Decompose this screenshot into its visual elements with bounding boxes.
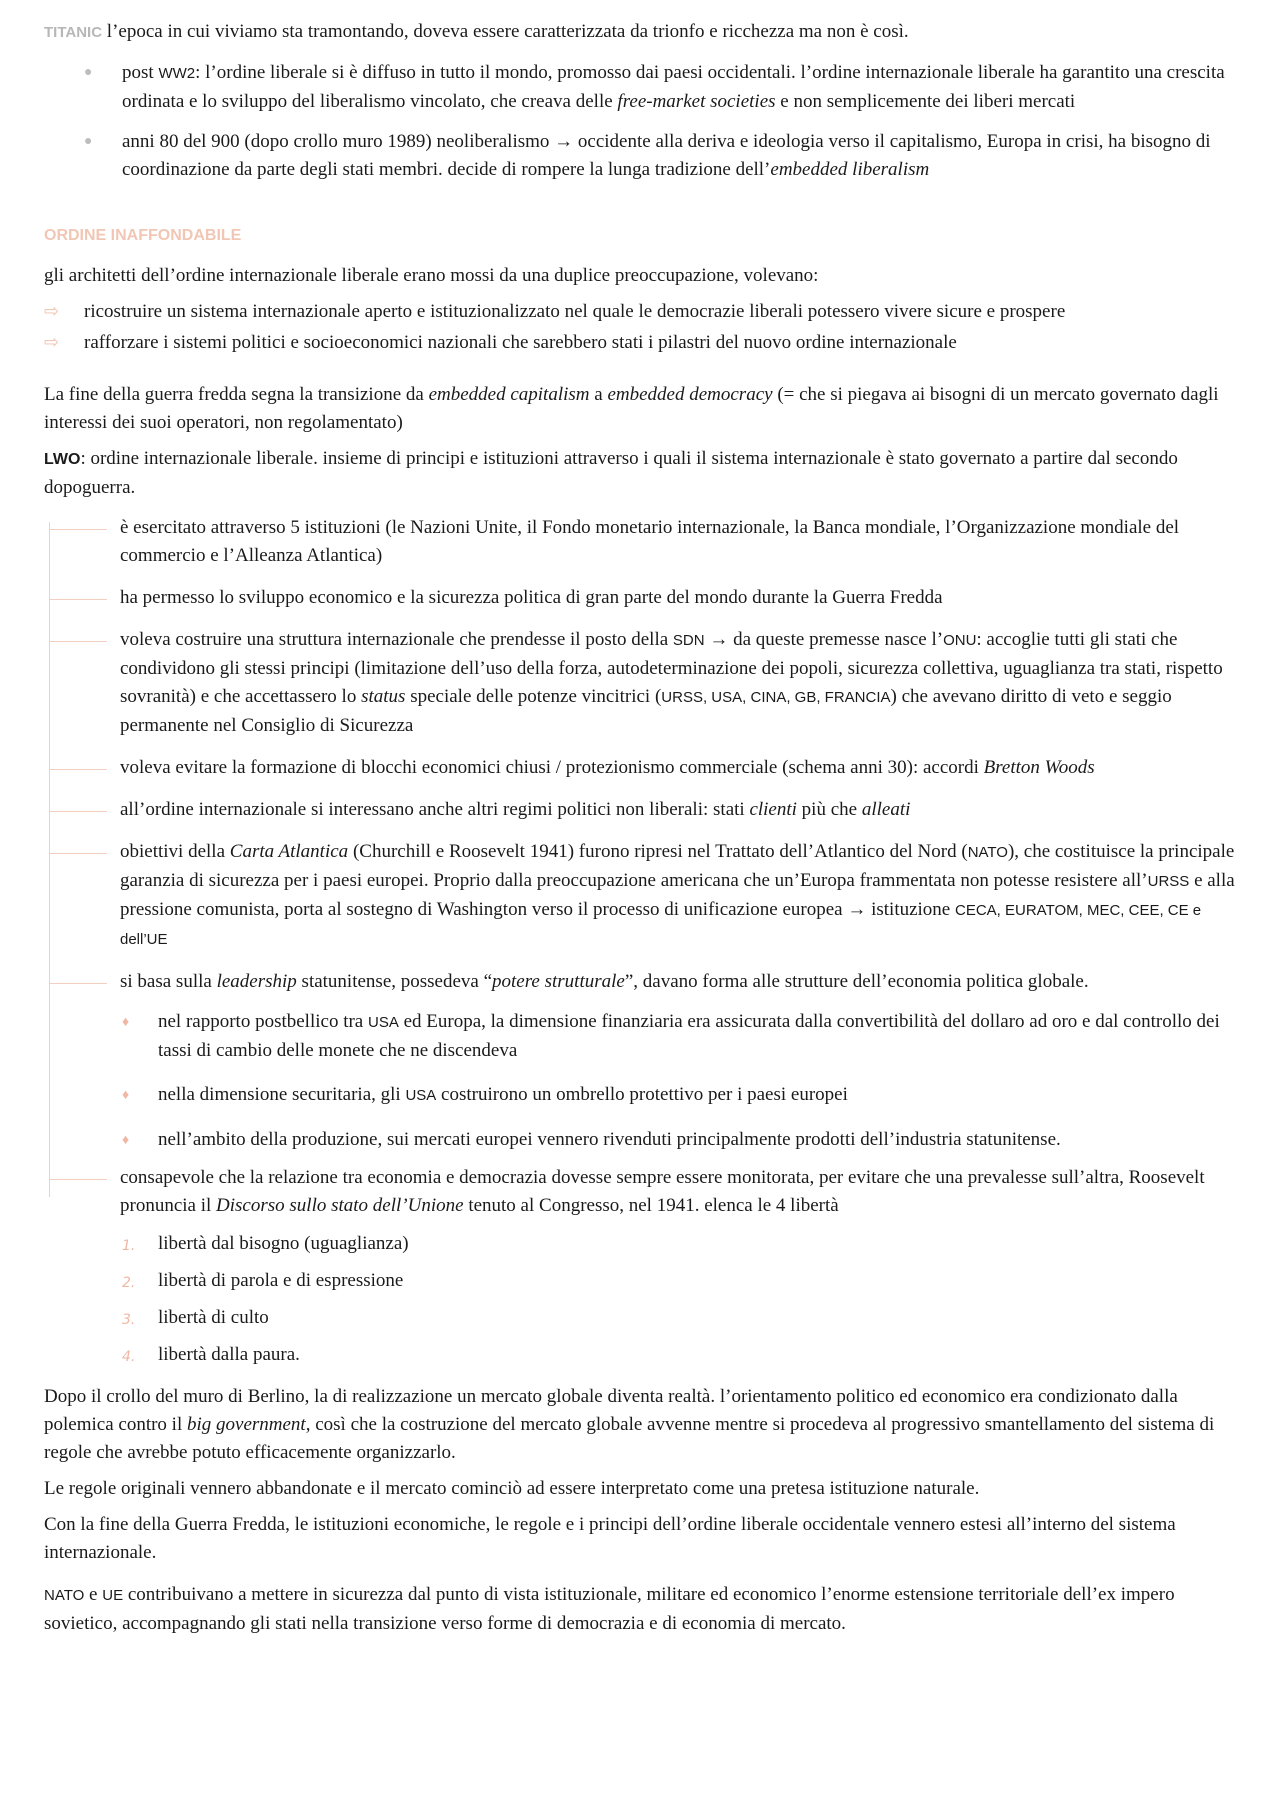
lwo-label: LWO <box>44 451 81 468</box>
document-page <box>44 18 1240 1638</box>
intro-text: l’epoca in cui viviamo sta tramontando, doveva essere caratterizzata da trionfo e ricchezza ma non è così. <box>106 21 909 42</box>
list-item: ● post WW2: l’ordine liberale si è diffuso in tutto il mondo, promosso dai paesi occidentali. l’ordine internazionale liberale ha garantito una crescita ordinata e lo sviluppo del liberalismo vincolato, che creava delle free-market societies e non semplicemente dei liberi mercati <box>44 59 1240 116</box>
tree-item: voleva evitare la formazione di blocchi economici chiusi / protezionismo commerciale (schema anni 30): accordi Bretton Woods <box>120 754 1240 782</box>
list-item: 2. libertà di parola e di espressione <box>122 1270 404 1291</box>
closing-paragraph-4: NATO e UE contribuivano a mettere in sicurezza dal punto di vista istituzionale, militare ed economico l’enorme estensione territoriale dell’ex impero sovietico, accompagnando gli stati nella transizione verso forme di democrazia e di economia di mercato. <box>44 1584 1175 1634</box>
list-item: 4. libertà dalla paura. <box>122 1344 300 1365</box>
cold-war-paragraph: La fine della guerra fredda segna la transizione da embedded capitalism a embedded democracy (= che si piegava ai bisogni di un mercato governato dagli interessi dei suoi operatori, non regolamentato) <box>44 384 1219 433</box>
list-item: ♦ nell’ambito della produzione, sui mercati europei vennero rivenduti principalmente prodotti dell’industria statunitense. <box>120 1126 1240 1154</box>
double-arrow-icon: ⇨ <box>44 332 60 353</box>
freedoms-list <box>120 1230 1240 1369</box>
list-item: ● anni 80 del 900 (dopo crollo muro 1989) neoliberalismo → occidente alla deriva e ideologia verso il capitalismo, Europa in crisi, ha bisogno di coordinazione da parte degli stati membri. decide di rompere la lunga tradizione dell’embedded liberalism <box>44 128 1240 184</box>
list-item: 3. libertà di culto <box>122 1307 269 1328</box>
intro-bullet-list <box>44 59 1240 184</box>
tree-item: consapevole che la relazione tra economia e democrazia dovesse sempre essere monitorata, per evitare che una prevalesse sull’altra, Roosevelt pronuncia il Discorso sullo stato dell’Unione tenuto al Congresso, nel 1941. elenca le 4 libertà 1. libertà dal bisogno (uguaglianza) 2. libertà di parola e di espressione 3. libertà di culto 4. libertà dalla paura. <box>120 1164 1240 1369</box>
diamond-bullet-icon: ♦ <box>122 1133 130 1148</box>
closing-paragraph-3: Con la fine della Guerra Fredda, le istituzioni economiche, le regole e i principi dell’ordine liberale occidentale vennero estesi all’interno del sistema internazionale. <box>44 1514 1176 1563</box>
bullet-dot-icon: ● <box>84 134 93 149</box>
tree-item: è esercitato attraverso 5 istituzioni (le Nazioni Unite, il Fondo monetario internazionale, la Banca mondiale, l’Organizzazione mondiale del commercio e l’Alleanza Atlantica) <box>120 514 1240 570</box>
tree-item: all’ordine internazionale si interessano anche altri regimi politici non liberali: stati clienti più che alleati <box>120 796 1240 824</box>
titanic-label: TITANIC <box>44 24 103 41</box>
closing-paragraph-2: Le regole originali vennero abbandonate e il mercato cominciò ad essere interpretato come una pretesa istituzione naturale. <box>44 1478 980 1499</box>
tree-item: voleva costruire una struttura internazionale che prendesse il posto della SDN → da queste premesse nasce l’ONU: accoglie tutti gli stati che condividono gli stessi principi (limitazione dell’uso della forza, autodeterminazione dei popoli, sicurezza collettiva, uguaglianza tra stati, rispetto sovranità) e che accettassero lo status speciale delle potenze vincitrici (URSS, USA, CINA, GB, FRANCIA) che avevano diritto di veto e seggio permanente nel Consiglio di Sicurezza <box>120 626 1240 740</box>
lwo-tree <box>44 514 1240 1369</box>
tree-item: ha permesso lo sviluppo economico e la sicurezza politica di gran parte del mondo durante la Guerra Fredda <box>120 584 1240 612</box>
double-arrow-icon: ⇨ <box>44 301 60 322</box>
list-item: ♦ nella dimensione securitaria, gli USA costruirono un ombrello protettivo per i paesi europei <box>120 1081 1240 1110</box>
diamond-bullet-icon: ♦ <box>122 1088 130 1103</box>
structural-power-list <box>120 1008 1240 1154</box>
diamond-bullet-icon: ♦ <box>122 1015 130 1030</box>
bullet-dot-icon: ● <box>84 65 93 80</box>
section-title: ORDINE INAFFONDABILE <box>44 227 242 244</box>
lwo-paragraph: LWO: ordine internazionale liberale. insieme di principi e istituzioni attraverso i quali il sistema internazionale è stato governato a partire dal secondo dopoguerra. <box>44 448 1178 498</box>
list-item: ⇨ rafforzare i sistemi politici e socioeconomici nazionali che sarebbero stati i pilastri del nuovo ordine internazionale <box>44 329 1240 357</box>
closing-paragraph-1: Dopo il crollo del muro di Berlino, la di realizzazione un mercato globale diventa realtà. l’orientamento politico ed economico era condizionato dalla polemica contro il big government, così che la costruzione del mercato globale avvenne mentre si procedeva al progressivo smantellamento del sistema di regole che avrebbe potuto efficacemente organizzarlo. <box>44 1386 1215 1463</box>
list-item: 1. libertà dal bisogno (uguaglianza) <box>122 1233 409 1254</box>
list-item: ⇨ ricostruire un sistema internazionale aperto e istituzionalizzato nel quale le democrazie liberali potessero vivere sicure e prospere <box>44 298 1240 326</box>
architects-list <box>44 298 1240 357</box>
architects-intro: gli architetti dell’ordine internazionale liberale erano mossi da una duplice preoccupazione, volevano: <box>44 265 819 286</box>
tree-item: obiettivi della Carta Atlantica (Churchill e Roosevelt 1941) furono ripresi nel Trattato dell’Atlantico del Nord (NATO), che costituisce la principale garanzia di sicurezza per i paesi europei. Proprio dalla preoccupazione americana che un’Europa frammentata non potesse resistere all’URSS e alla pressione comunista, porta al sostegno di Washington verso il processo di unificazione europea → istituzione CECA, EURATOM, MEC, CEE, CE e dell’UE <box>120 838 1240 954</box>
intro-paragraph <box>44 18 1240 47</box>
tree-item: si basa sulla leadership statunitense, possedeva “potere strutturale”, davano forma alle strutture dell’economia politica globale. ♦ nel rapporto postbellico tra USA ed Europa, la dimensione finanziaria era assicurata dalla convertibilità del dollaro ad oro e dal controllo dei tassi di cambio delle monete che ne discendeva ♦ nella dimensione securitaria, gli USA costruirono un ombrello protettivo per i paesi europei ♦ nell’ambito della produzione, sui mercati europei vennero rivenduti principalmente prodotti dell’industria statunitense. <box>120 968 1240 1154</box>
tree-connector <box>49 522 50 1197</box>
list-item: ♦ nel rapporto postbellico tra USA ed Europa, la dimensione finanziaria era assicurata dalla convertibilità del dollaro ad oro e dal controllo dei tassi di cambio delle monete che ne discendeva <box>122 1011 1220 1061</box>
